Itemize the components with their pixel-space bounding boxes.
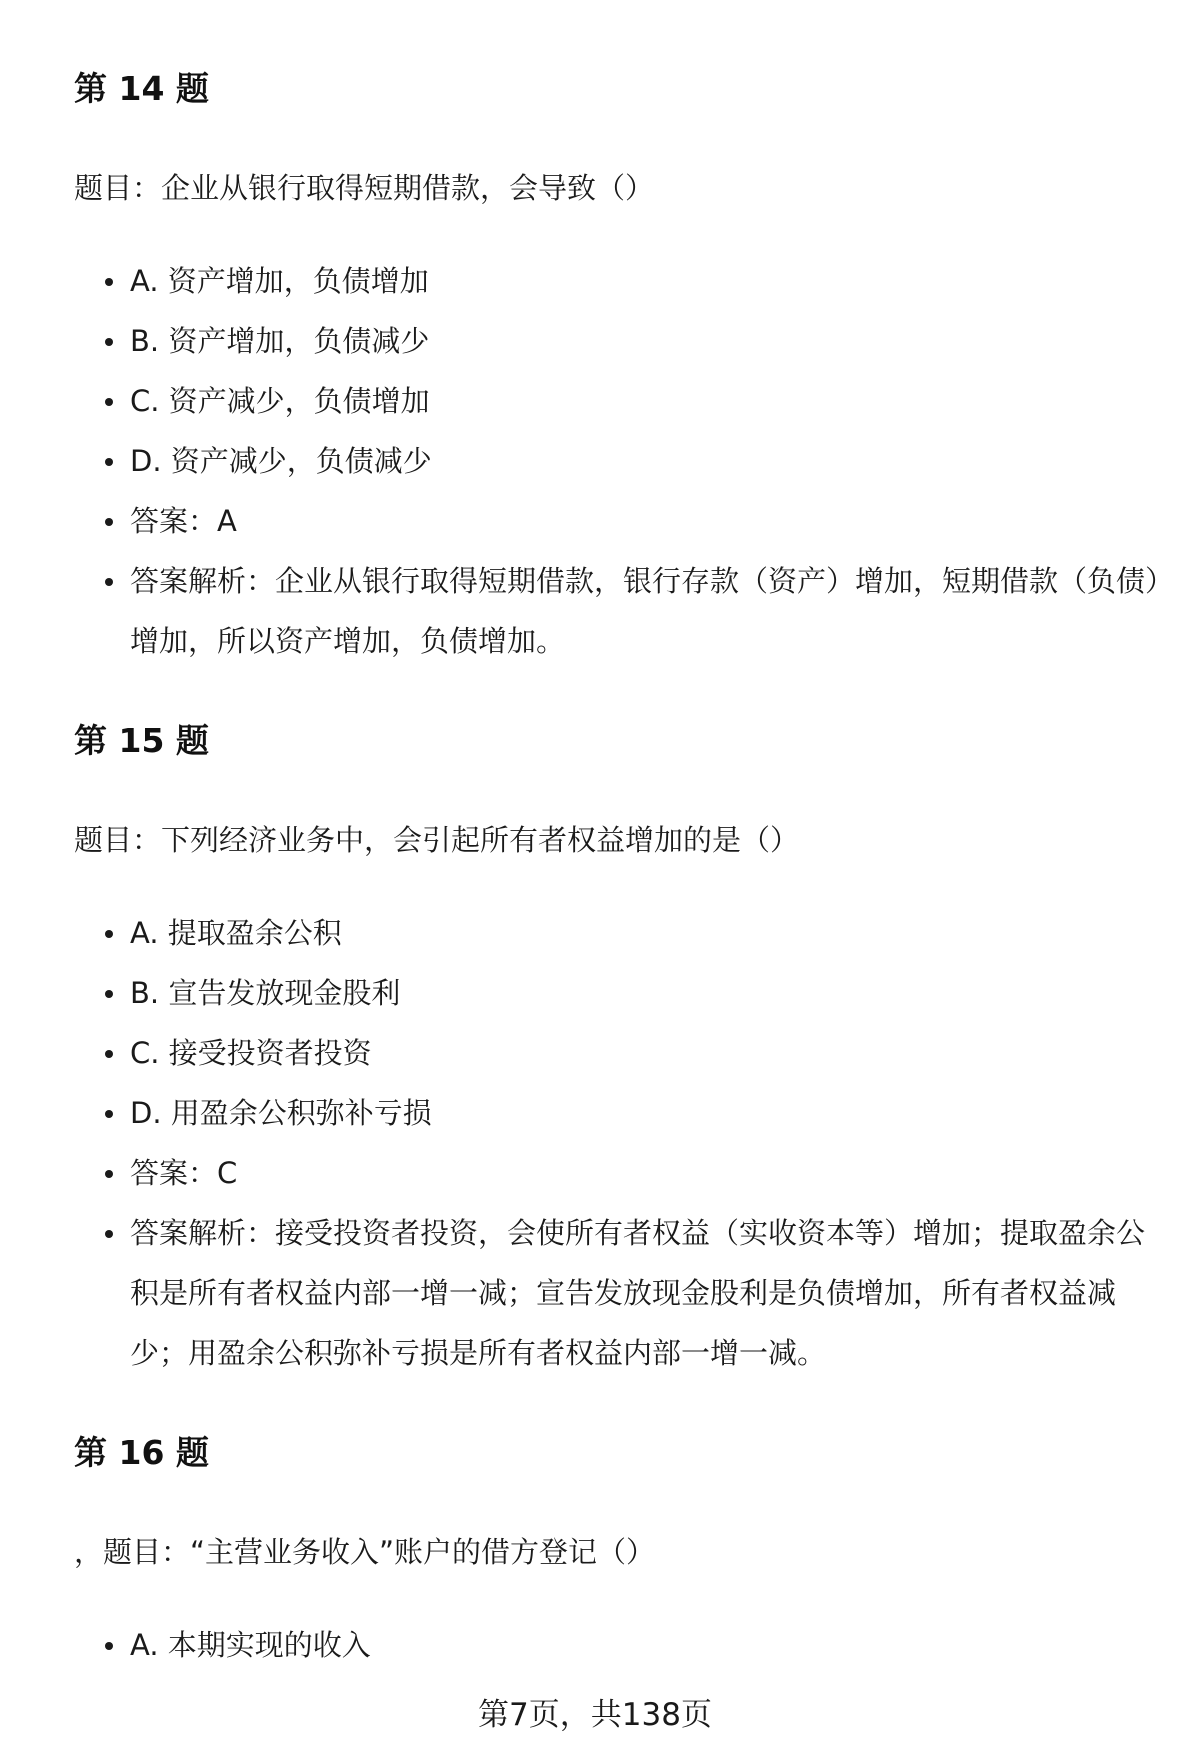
page-number-footer: 第7页，共138页: [478, 1697, 712, 1733]
question-15-answer: 答案：C: [130, 1143, 1160, 1203]
question-15-explanation: 答案解析：接受投资者投资，会使所有者权益（实收资本等）增加；提取盈余公积是所有者权益内部一增一减；宣告发放现金股利是负债增加，所有者权益减少；用盈余公积弥补亏损是所有者权益内部一增一减。: [130, 1203, 1160, 1383]
question-14-option-a: A. 资产增加，负债增加: [130, 251, 1160, 311]
question-14-stem: 题目：企业从银行取得短期借款，会导致（）: [74, 171, 655, 205]
question-15-option-a: A. 提取盈余公积: [130, 903, 1160, 963]
question-14-option-c: C. 资产减少，负债增加: [130, 371, 1160, 431]
question-16-list: [130, 1615, 1160, 1675]
question-15-list: [130, 903, 1160, 1383]
question-15-option-d: D. 用盈余公积弥补亏损: [130, 1083, 1160, 1143]
question-16-stem: ，题目：“主营业务收入”账户的借方登记（）: [74, 1535, 656, 1569]
question-15-title: 第 15 题: [74, 721, 209, 760]
question-14-answer: 答案：A: [130, 491, 1160, 551]
question-15-option-c: C. 接受投资者投资: [130, 1023, 1160, 1083]
question-14-explanation: 答案解析：企业从银行取得短期借款，银行存款（资产）增加，短期借款（负债）增加，所以资产增加，负债增加。: [130, 551, 1160, 671]
question-15-stem: 题目：下列经济业务中，会引起所有者权益增加的是（）: [74, 823, 800, 857]
question-15-option-b: B. 宣告发放现金股利: [130, 963, 1160, 1023]
question-14-list: [130, 251, 1160, 671]
question-14-option-d: D. 资产减少，负债减少: [130, 431, 1160, 491]
question-16-option-a: A. 本期实现的收入: [130, 1615, 1160, 1675]
question-16-title: 第 16 题: [74, 1433, 209, 1472]
question-14-option-b: B. 资产增加，负债减少: [130, 311, 1160, 371]
question-14-title: 第 14 题: [74, 69, 209, 108]
